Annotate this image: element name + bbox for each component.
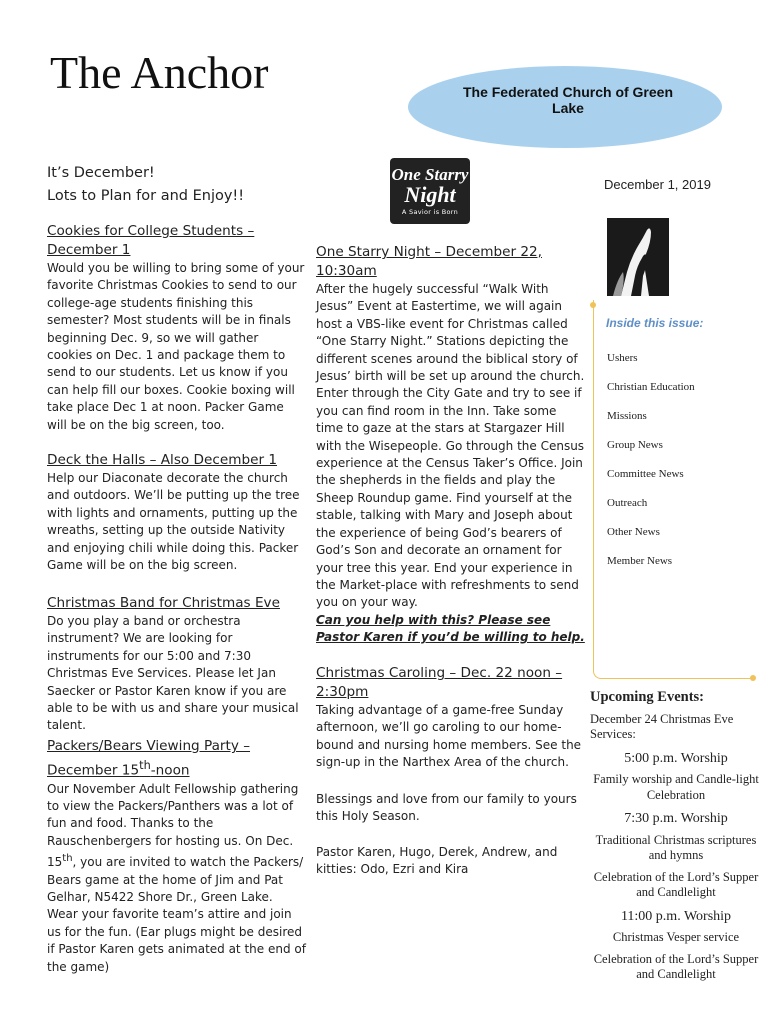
- toc-item-christian-education: Christian Education: [607, 381, 695, 393]
- events-subtitle: December 24 Christmas Eve Services:: [590, 711, 734, 741]
- logo-line-1: One Starry: [391, 165, 469, 184]
- article-body: [47, 781, 307, 976]
- toc-item-ushers: Ushers: [607, 352, 638, 364]
- article-cookies: [47, 222, 307, 434]
- event-desc-3b: Celebration of the Lord’s Supper and Candlelight: [593, 951, 759, 981]
- article-body: Taking advantage of a game-free Sunday afternoon, we’ll go caroling to our home-bound and nursing home members. See the sign-up in the Narthex Area of the church.: [316, 703, 582, 770]
- toc-item-committee-news: Committee News: [607, 468, 684, 480]
- inside-issue-list: [607, 344, 737, 576]
- event-desc-2a: Traditional Christmas scriptures and hymns: [595, 832, 757, 862]
- article-christmas-caroling: [316, 664, 586, 772]
- article-heading: One Starry Night – December 22, 10:30am: [316, 244, 542, 279]
- article-body: After the hugely successful “Walk With Jesus” Event at Eastertime, we will again host a VBS-like event for Christmas called “One Starry Night.” Stations depicting the different scenes around the biblical story of Jesus’ birth will be set up around the church. Enter through the City Gate and try to see if you can find room in the Inn. Take some time to gaze at the stars at Stargazer Hill with the Wisepeople. Go through the Census experience at the Census Taker’s Office. Join the shepherds in the fields and play the Sheep Roundup game. Find yourself at the stable, talking with Mary and Joseph about the experience of being God’s bearers of God’s Son and decorate an ornament for your tree this year. End your experience in the Market-place with refreshments to send you on your way.: [316, 282, 585, 610]
- intro-line-1: It’s December!: [47, 165, 155, 181]
- body-sup: th: [62, 853, 73, 865]
- events-title: Upcoming Events:: [590, 689, 704, 705]
- logo-line-2: Night: [404, 182, 456, 207]
- inside-issue-title: Inside this issue:: [606, 316, 704, 330]
- toc-item-member-news: Member News: [607, 555, 673, 567]
- praying-hands-image: [607, 218, 669, 296]
- article-heading: Christmas Band for Christmas Eve: [47, 595, 280, 611]
- sidebar-dot-top: [590, 302, 596, 308]
- article-christmas-band: [47, 594, 307, 735]
- one-starry-night-logo: [390, 158, 470, 224]
- intro-line-2: Lots to Plan for and Enjoy!!: [47, 188, 245, 204]
- article-packers-bears: [47, 737, 307, 976]
- event-desc-2b: Celebration of the Lord’s Supper and Candlelight: [593, 869, 759, 899]
- article-body: Do you play a band or orchestra instrument? We are looking for instruments for our 5:00 and 7:30 Christmas Eve Services. Please let Jan Saecker or Pastor Karen know if you are able to be with us and share your musical talent.: [47, 614, 299, 733]
- article-heading: Cookies for College Students – December 1: [47, 223, 255, 258]
- article-one-starry-night: [316, 243, 586, 647]
- body-text: Our November Adult Fellowship gathering to view the Packers/Panthers was a lot of fun and food. Thanks to the Rauschenbergers for hosting us. On Dec. 15: [47, 781, 299, 870]
- signoff: Pastor Karen, Hugo, Derek, Andrew, and kitties: Odo, Ezri and Kira: [316, 845, 558, 877]
- toc-item-missions: Missions: [607, 410, 647, 422]
- article-heading: Christmas Caroling – Dec. 22 noon – 2:30pm: [316, 665, 563, 700]
- church-name: The Federated Church of Green Lake: [462, 84, 674, 116]
- article-heading: [47, 737, 307, 781]
- heading-text: Packers/Bears Viewing Party – December 15: [47, 738, 251, 779]
- event-time-3: 11:00 p.m. Worship: [620, 908, 732, 924]
- help-request: Can you help with this? Please see Pastor Karen if you’d be willing to help.: [316, 612, 585, 645]
- logo-tagline: A Savior is Born: [401, 208, 459, 216]
- issue-date: December 1, 2019: [604, 177, 711, 192]
- body-text-end: , you are invited to watch the Packers/ Bears game at the home of Jim and Pat Gelhar, N5422 Shore Dr., Green Lake. Wear your favorite team’s attire and join us for the fun. (Ear plugs might be desired if Pastor Karen gets animated at the end of the game): [47, 855, 306, 974]
- sidebar-dot-bottom: [750, 675, 756, 681]
- event-desc-3a: Christmas Vesper service: [612, 930, 740, 944]
- toc-item-outreach: Outreach: [607, 497, 648, 509]
- toc-item-other-news: Other News: [607, 526, 660, 538]
- article-deck-the-halls: [47, 451, 307, 574]
- event-time-1: 5:00 p.m. Worship: [624, 750, 728, 766]
- event-time-2: 7:30 p.m. Worship: [624, 811, 728, 826]
- article-body: Would you be willing to bring some of your favorite Christmas Cookies to send to our college-age students finishing this semester? Most students will be in finals beginning Dec. 9, so we will gather cookies on Dec. 1 and package them to send to our students. Let us know if you can help fill our boxes. Cookie boxing will take place Dec 1 at noon. Packer Game will be on the big screen, too.: [47, 261, 305, 432]
- masthead-title: The Anchor: [50, 47, 269, 98]
- article-body: Help our Diaconate decorate the church and outdoors. We’ll be putting up the tree with lights and ornaments, putting up the wreaths, setting up the outside Nativity and enjoying chili while doing this. Packer Game will be on the big screen.: [47, 471, 300, 573]
- heading-sup: th: [139, 758, 151, 772]
- heading-text-end: -noon: [150, 762, 190, 779]
- event-desc-1: Family worship and Candle-light Celebration: [593, 772, 759, 802]
- intro: [47, 162, 244, 208]
- toc-item-group-news: Group News: [607, 439, 663, 451]
- article-heading: Deck the Halls – Also December 1: [47, 452, 278, 468]
- upcoming-events: [590, 690, 762, 983]
- blessings: Blessings and love from our family to yours this Holy Season.: [316, 792, 577, 824]
